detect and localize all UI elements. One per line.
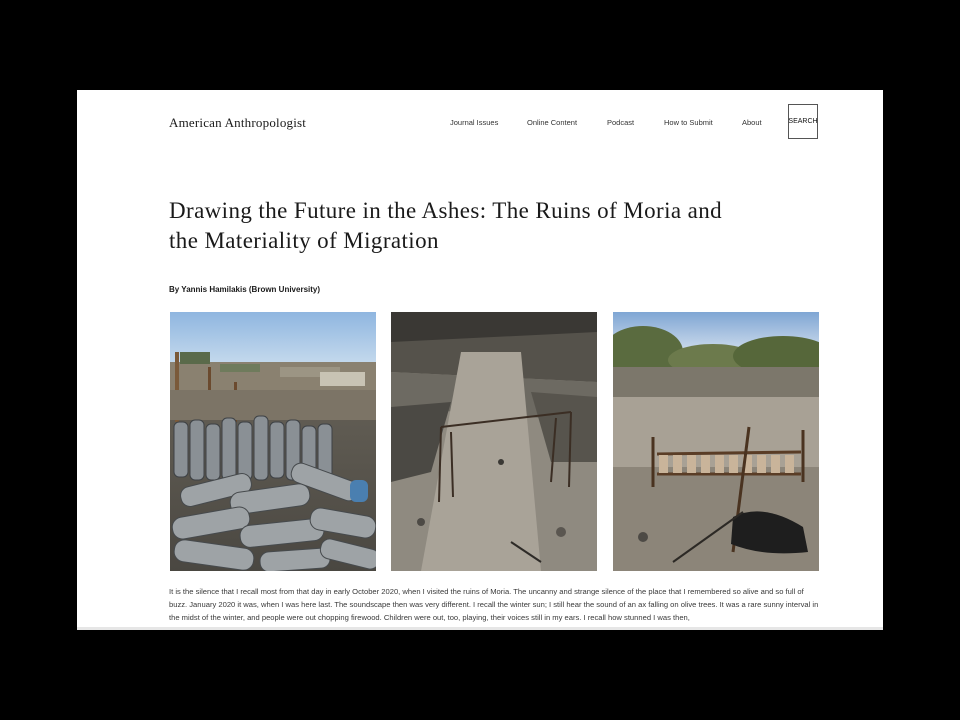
- nav-how-to-submit[interactable]: How to Submit: [664, 118, 713, 127]
- article-page: [77, 90, 883, 630]
- nav-online-content[interactable]: Online Content: [527, 118, 578, 127]
- nav-about[interactable]: About: [742, 118, 762, 127]
- page-bottom-divider: [77, 627, 883, 630]
- search-button[interactable]: [788, 104, 818, 139]
- article-byline: By Yannis Hamilakis (Brown University): [169, 285, 321, 294]
- site-header: [77, 90, 883, 156]
- nav-journal-issues[interactable]: Journal Issues: [450, 118, 499, 127]
- article-title: [169, 196, 809, 256]
- article-title-line-1: Drawing the Future in the Ashes: The Ruins of Moria and: [169, 198, 723, 223]
- nav-podcast[interactable]: Podcast: [607, 118, 635, 127]
- search-button-label: SEARCH: [788, 118, 818, 125]
- site-logo[interactable]: American Anthropologist: [169, 115, 307, 130]
- photo-burned-water-bottles: [170, 312, 376, 571]
- article-body-paragraph: It is the silence that I recall most from that day in early October 2020, when I visited the ruins of Moria. The uncanny and strange silence of the place that I remembered so alive and so full of buzz. January 2020 it was, when I was here last. The soundscape then was very different. I recall the winter sun; I still hear the sound of an ax falling on olive trees. It was a rare sunny interval in the midst of the winter, and people were out chopping firewood. Children were out, too, playing, their voices still in my ears. I recall how stunned I was then,: [169, 587, 819, 622]
- article-title-line-2: the Materiality of Migration: [169, 228, 439, 253]
- photo-burned-path-metal-frame: [391, 312, 597, 571]
- photo-burned-bed-frame: [613, 312, 819, 571]
